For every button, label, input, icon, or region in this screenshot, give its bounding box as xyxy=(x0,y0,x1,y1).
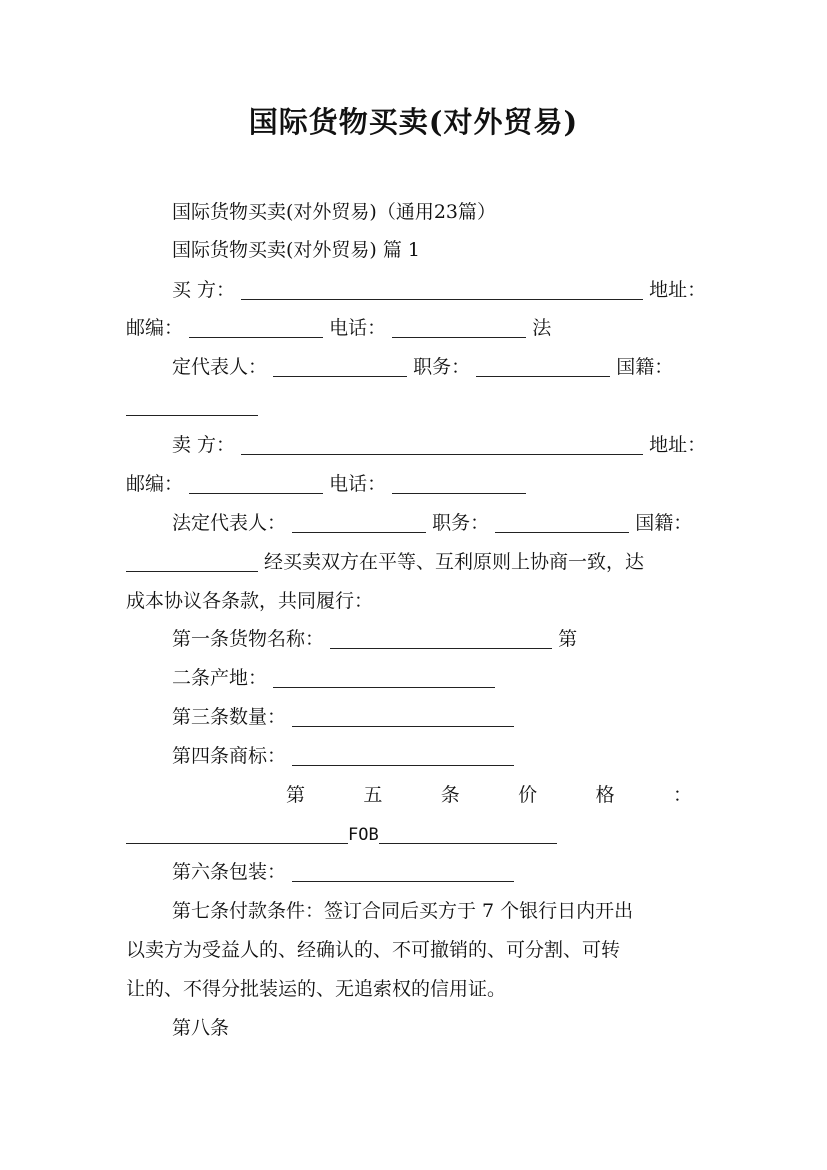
seller-contact-line xyxy=(126,472,526,496)
postcode-label: 邮编： xyxy=(126,473,184,495)
postcode-blank xyxy=(189,317,323,338)
agreement-text-1: 经买卖双方在平等、互利原则上协商一致，达 xyxy=(264,551,645,573)
price-blank xyxy=(126,823,348,844)
article-2-line xyxy=(172,666,495,690)
phone-label: 电话： xyxy=(329,473,387,495)
buyer-blank xyxy=(241,279,643,300)
nationality-label: 国籍： xyxy=(635,512,693,534)
buyer-nationality-line xyxy=(126,394,258,418)
article-3-line xyxy=(172,705,514,729)
article-6-line xyxy=(172,860,514,884)
phone-label: 电话： xyxy=(329,317,387,339)
legal-rep-label: 定代表人： xyxy=(172,356,268,378)
postcode-blank xyxy=(189,473,323,494)
seller-blank xyxy=(241,434,643,455)
article-4-line xyxy=(172,744,514,768)
article-4-label: 第四条商标： xyxy=(172,745,287,767)
quantity-blank xyxy=(292,706,514,727)
postcode-label: 邮编： xyxy=(126,317,184,339)
article-8-line: 第八条 xyxy=(172,1017,230,1039)
seller-rep-line xyxy=(172,511,692,535)
position-label: 职务： xyxy=(432,512,490,534)
fa-text: 法 xyxy=(532,317,552,339)
nationality-blank xyxy=(126,395,258,416)
legal-rep-blank xyxy=(273,356,407,377)
goods-name-blank xyxy=(330,628,552,649)
article-5-char: 格 xyxy=(595,784,615,806)
position-label: 职务： xyxy=(413,356,471,378)
article-3-label: 第三条数量： xyxy=(172,706,287,728)
article-di-text: 第 xyxy=(558,628,578,650)
buyer-contact-line xyxy=(126,316,551,340)
article-7-line-2: 以卖方为受益人的、经确认的、不可撤销的、可分割、可转 xyxy=(126,939,621,961)
article-5-char: 第 xyxy=(286,784,306,806)
article-5-line xyxy=(286,783,692,807)
agreement-line-2: 成本协议各条款，共同履行： xyxy=(126,590,374,612)
article-1-line xyxy=(172,627,577,651)
buyer-rep-line xyxy=(172,355,673,379)
fob-text: FOB xyxy=(348,825,379,845)
nationality-label: 国籍： xyxy=(616,356,674,378)
article-7-line-1: 第七条付款条件：签订合同后买方于 7 个银行日内开出 xyxy=(172,900,634,922)
document-title: 国际货物买卖(对外贸易) xyxy=(248,105,579,139)
buyer-line xyxy=(172,278,706,302)
legal-rep-label: 法定代表人： xyxy=(172,512,287,534)
seller-line xyxy=(172,433,706,457)
trademark-blank xyxy=(292,745,514,766)
fob-blank xyxy=(379,823,557,844)
subtitle-line: 国际货物买卖(对外贸易)（通用23篇） xyxy=(172,201,497,223)
address-label: 地址： xyxy=(649,434,707,456)
agreement-line-1 xyxy=(126,550,644,574)
price-line xyxy=(126,822,557,847)
article-5-char: ： xyxy=(672,784,692,806)
phone-blank xyxy=(392,317,526,338)
article-5-char: 五 xyxy=(363,784,383,806)
address-label: 地址： xyxy=(649,279,707,301)
seller-label: 卖 方： xyxy=(172,434,236,456)
origin-blank xyxy=(273,667,495,688)
position-blank xyxy=(476,356,610,377)
buyer-label: 买 方： xyxy=(172,279,236,301)
article-7-line-3: 让的、不得分批装运的、无追索权的信用证。 xyxy=(126,978,507,1000)
nationality-blank xyxy=(126,551,258,572)
legal-rep-blank xyxy=(292,512,426,533)
article-2-label: 二条产地： xyxy=(172,667,268,689)
position-blank xyxy=(495,512,629,533)
article-6-label: 第六条包装： xyxy=(172,861,287,883)
packing-blank xyxy=(292,861,514,882)
article-5-char: 价 xyxy=(518,784,538,806)
section-heading: 国际货物买卖(对外贸易) 篇 1 xyxy=(172,239,420,261)
article-5-char: 条 xyxy=(440,784,460,806)
phone-blank xyxy=(392,473,526,494)
article-1-label: 第一条货物名称： xyxy=(172,628,325,650)
